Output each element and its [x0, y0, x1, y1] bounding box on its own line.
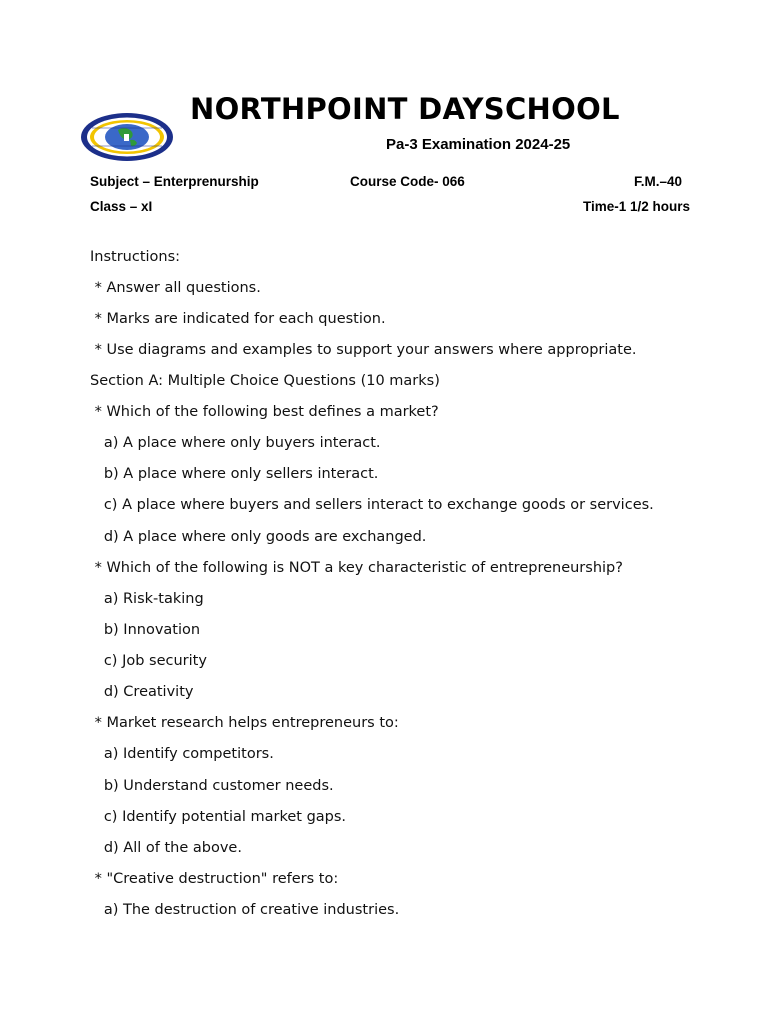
answer-option: c) Job security — [90, 653, 207, 669]
class-label: Class – xI — [90, 199, 153, 214]
question-text: * "Creative destruction" refers to: — [90, 871, 339, 887]
answer-option: d) A place where only goods are exchanged. — [90, 529, 427, 545]
question-text: * Market research helps entrepreneurs to: — [90, 715, 399, 731]
answer-option: d) Creativity — [90, 684, 194, 700]
answer-option: b) Innovation — [90, 622, 201, 638]
answer-option: a) Risk-taking — [90, 591, 204, 607]
time-label: Time-1 1/2 hours — [583, 199, 691, 214]
full-marks-label: F.M.–40 — [634, 174, 683, 189]
answer-option: d) All of the above. — [90, 840, 242, 856]
answer-option: a) A place where only buyers interact. — [90, 435, 381, 451]
answer-option: a) Identify competitors. — [90, 746, 274, 762]
answer-option: a) The destruction of creative industries. — [90, 902, 400, 918]
answer-option: c) Identify potential market gaps. — [90, 809, 347, 825]
answer-option: c) A place where buyers and sellers interact to exchange goods or services. — [90, 497, 654, 513]
question-text: * Which of the following is NOT a key characteristic of entrepreneurship? — [90, 560, 623, 576]
exam-title: Pa-3 Examination 2024-25 — [386, 136, 571, 153]
answer-option: b) Understand customer needs. — [90, 778, 334, 794]
course-code-label: Course Code- 066 — [350, 174, 465, 189]
school-name: NORTHPOINT DAYSCHOOL — [190, 92, 620, 126]
answer-option: b) A place where only sellers interact. — [90, 466, 379, 482]
subject-label: Subject – Enterprenurship — [90, 174, 259, 189]
instruction-item: * Use diagrams and examples to support your answers where appropriate. — [90, 342, 637, 358]
school-logo-icon — [80, 112, 174, 162]
instructions-heading: Instructions: — [90, 249, 181, 265]
instruction-item: * Marks are indicated for each question. — [90, 311, 386, 327]
section-heading: Section A: Multiple Choice Questions (10 marks) — [90, 373, 440, 389]
instruction-item: * Answer all questions. — [90, 280, 261, 296]
question-text: * Which of the following best defines a market? — [90, 404, 439, 420]
